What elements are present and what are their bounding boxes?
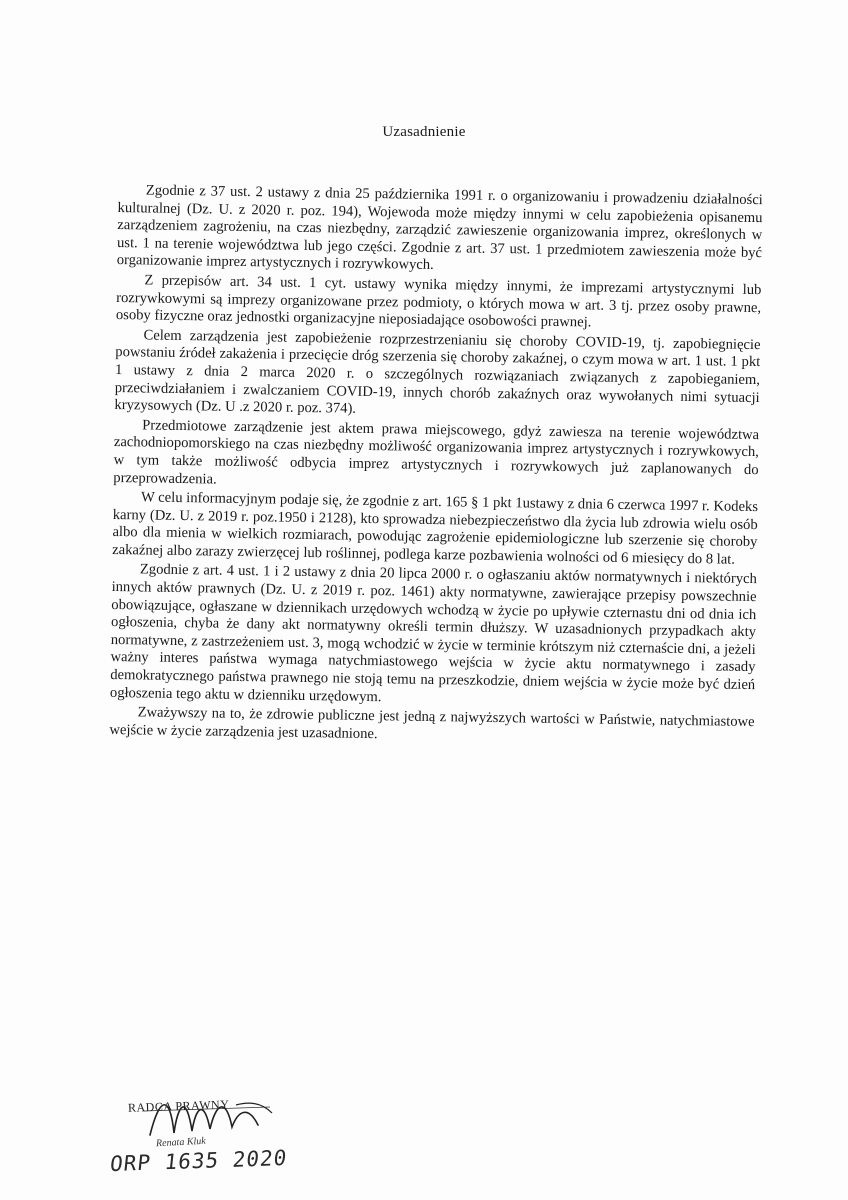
document-body (109, 182, 763, 751)
signature-stamp (110, 1085, 300, 1175)
paragraph-5: W celu informacyjnym podaje się, że zgodnie z art. 165 § 1 pkt 1ustawy z dnia 6 czerwca 1997 r. Kodeks karny (Dz. U. z 2019 r. poz.1950 i 2128), kto sprowadza niebezpieczeństwo dla życia lub zdrowia wielu osób albo dla mienia w wielkich rozmiarach, powodując zagrożenie epidemiologiczne lub szerzenie się choroby zakaźnej albo zarazy zwierzęcej lub roślinnej, podlega karze pozbawienia wolności od 6 miesięcy do 8 lat. (112, 489, 759, 568)
stamp-title: RADCA PRAWNY (127, 1097, 230, 1115)
paragraph-1: Zgodnie z 37 ust. 2 ustawy z dnia 25 października 1991 r. o organizowaniu i prowadzeniu działalności kulturalnej (Dz. U. z 2020 r. poz. 194), Wojewoda może między innymi w celu zapobieżenia opisanemu zarządzeniem zagrożeniu, na czas niezbędny, zarządzić zawieszenie organizowania imprez, określonych w ust. 1 na terenie województwa lub jego części. Zgodnie z art. 37 ust. 1 przedmiotem zawieszenia może być organizowanie imprez artystycznych i rozrywkowych. (116, 182, 763, 274)
paragraph-4: Przedmiotowe zarządzenie jest aktem prawa miejscowego, gdyż zawiesza na terenie województwa zachodniopomorskiego na czas niezbędny możliwość organizowania imprez artystycznych i rozrywkowych, w tym także możliwość odbycia imprez artystycznych i rozrywkowych już zaplanowanych do przeprowadzenia. (113, 417, 760, 488)
paragraph-7: Zważywszy na to, że zdrowie publiczne jest jedną z najwyższych wartości w Państwie, natychmiastowe wejście w życie zarządzenia jest uzasadnione. (109, 704, 755, 742)
paragraph-3: Celem zarządzenia jest zapobieżenie rozprzestrzenianiu się choroby COVID-19, tj. zapobiegnięcie powstaniu źródeł zakażenia i przecięcie dróg szerzenia się choroby zakaźnej, o czym mowa w art. 1 ust. 1 pkt 1 ustawy z dnia 2 marca 2020 r. o szczególnych rozwiązaniach związanych z zapobieganiem, przeciwdziałaniem i zwalczaniem COVID-19, innych chorób zakaźnych oraz wywołanych nimi sytuacji kryzysowych (Dz. U .z 2020 r. poz. 374). (114, 327, 761, 417)
stamp-name: Renata Kluk (155, 1135, 206, 1150)
paragraph-2: Z przepisów art. 34 ust. 1 cyt. ustawy wynika między innymi, że imprezami artystycznymi lub rozrywkowymi są imprezy organizowane przez podmioty, o których mowa w art. 3 tj. przez osoby prawne, osoby fizyczne oraz jednostki organizacyjne nieposiadające osobowości prawnej. (115, 272, 762, 331)
paragraph-6: Zgodnie z art. 4 ust. 1 i 2 ustawy z dnia 20 lipca 2000 r. o ogłaszaniu aktów normatywnych i niektórych innych aktów prawnych (Dz. U. z 2019 r. poz. 1461) akty normatywne, zawierające przepisy powszechnie obowiązujące, ogłaszane w dziennikach urzędowych wchodzą w życie po upływie czternastu dni od dnia ich ogłoszenia, chyba że dany akt normatywny określi termin dłuższy. W uzasadnionych przypadkach akty normatywne, z zastrzeżeniem ust. 3, mogą wchodzić w życie w terminie krótszym niż czternaście dni, a jeżeli ważny interes państwa wymaga natychmiastowego wejścia w życie aktu normatywnego i zasady demokratycznego państwa prawnego nie stoją temu na przeszkodzie, dniem wejścia w życie może być dzień ogłoszenia tego aktu w dzienniku urzędowym. (109, 561, 757, 705)
handwritten-code: ORP 1635 2020 (108, 1145, 289, 1177)
document-title: Uzasadnienie (382, 124, 466, 140)
